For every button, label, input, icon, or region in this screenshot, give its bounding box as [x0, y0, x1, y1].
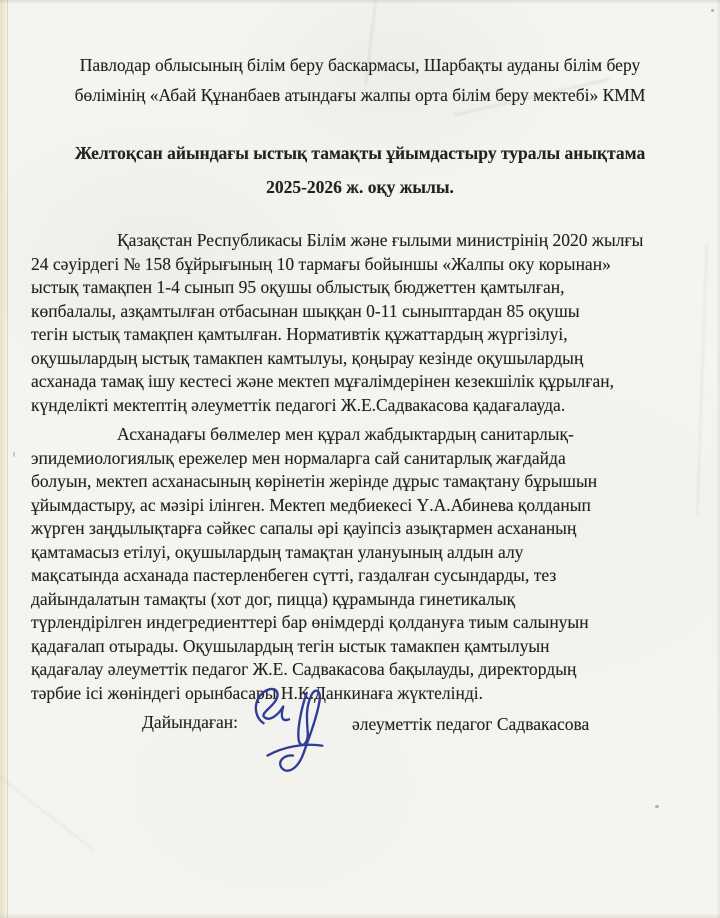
- organization-header: [35, 50, 685, 110]
- body-paragraph-2: [31, 423, 687, 705]
- text-line: ыстық тамақпен 1-4 сынып 95 оқушы облыстық бюджеттен қамтылған,: [31, 277, 565, 297]
- text-line: Қазақстан Республикасы Білім және ғылыми министрінің 2020 жылғы: [117, 230, 644, 250]
- text-line: қадағалап отырады. Оқушылардың тегін ыстык тамакпен қамтылуын: [31, 635, 550, 656]
- document-title: [35, 141, 685, 199]
- paper-edge-top: [0, 0, 720, 4]
- text-line: Асханадағы бөлмелер мен құрал жабдыктардың санитарлық-: [117, 424, 574, 444]
- text-line: қамтамасыз етілуі, оқушылардың тамақтан улануының алдын алу: [31, 541, 524, 562]
- text-line: көпбалалы, азқамтылған отбасынан шыққан 0-11 сыныптардан 85 оқушы: [31, 300, 580, 321]
- prepared-by-label: Дайындаған:: [142, 712, 239, 732]
- text-line: күнделікті мектептің әлеуметтік педагогі Ж.Е.Садвакасова қадағалауда.: [31, 394, 566, 415]
- text-line: асханада тамақ ішу кестесі және мектеп мұғалімдерінен кезекшілік құрылған,: [31, 371, 614, 391]
- text-line: ұйымдастыру, ас мәзірі ілінген. Мектеп медбиекесі Ү.А.Абинева қолданып: [31, 494, 591, 515]
- body-paragraph-1: [31, 229, 687, 417]
- handwritten-signature-icon: [244, 684, 340, 782]
- text-line: жүрген заңдылықтарға сәйкес сапалы әрі қауіпсіз азықтармен асхананың: [31, 518, 577, 538]
- paper-crease: [0, 775, 94, 850]
- paper-edge-bottom: [0, 913, 720, 918]
- text-line: тәрбие ісі жөніндегі орынбасары Н.К.Данкинаға жүктелінді.: [31, 682, 483, 703]
- signer-title-text: әлеуметтік педагог Садвакасова: [352, 714, 590, 734]
- text-line: бөлімінің «Абай Құнанбаев атындағы жалпы орта білім беру мектебі» КММ: [74, 85, 646, 105]
- text-line: болуын, мектеп асханасының көрінетін жерінде дұрыс тамақтану бұрышын: [31, 471, 598, 491]
- text-line: Павлодар облысының білім беру баскармасы, Шарбақты ауданы білім беру: [79, 55, 641, 75]
- school-year-subtitle: 2025-2026 ж. оқу жылы.: [266, 177, 454, 197]
- text-line: мақсатында асханада пастерленбеген сүтті, газдалған сусындарды, тез: [31, 565, 557, 585]
- text-line: қадағалау әлеуметтік педагог Ж.Е. Садвакасова бақылауды, директордың: [31, 659, 577, 679]
- text-line: тегін ыстық тамақпен қамтылған. Нормативтік құжаттардың жүргізілуі,: [31, 324, 568, 344]
- paper-speck: [655, 805, 659, 808]
- text-line: 24 сәуірдегі № 158 бұйрығының 10 тармағы бойыншы «Жалпы оку корынан»: [31, 253, 611, 274]
- paper-speck: [711, 9, 714, 12]
- text-line: оқушылардың ыстық тамакпен камтылуы, қоңырау кезінде оқушылардың: [31, 347, 584, 368]
- paper-edge-right: [716, 0, 720, 918]
- paper-crease: [696, 245, 707, 515]
- paper-speck: [13, 452, 15, 457]
- text-line: дайындалатын тамақты (хот дог, пицца) құрамында гинетикалық: [31, 588, 516, 609]
- text-line: түрлендірілген индегредиенттері бар өнімдерді қолдануға тиым салынуын: [31, 612, 589, 632]
- text-line: эпидемиологиялық ережелер мен нормаларга сай санитарлық жағдайда: [31, 447, 566, 468]
- document-title-line1: Желтоқсан айындағы ыстық тамақты ұйымдастыру туралы анықтама: [74, 143, 646, 163]
